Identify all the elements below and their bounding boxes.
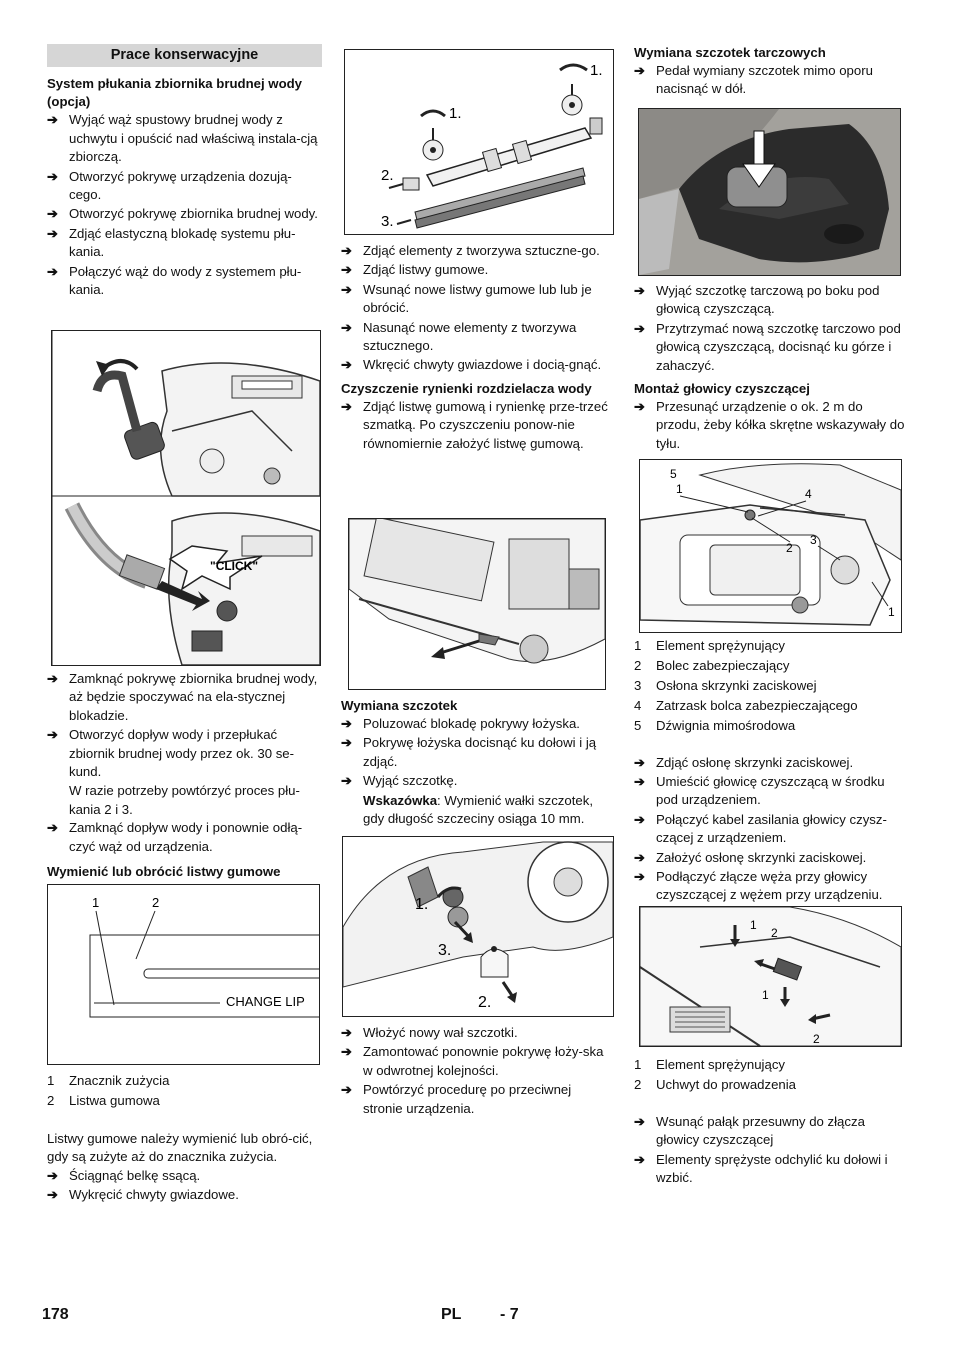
mount-steps: [634, 398, 907, 453]
mount-steps-2: [634, 754, 907, 905]
step: ➔ Otworzyć pokrywę zbiornika brudnej wody.: [47, 205, 322, 223]
brush-steps: [341, 715, 613, 791]
step: ➔ Zdjąć elastyczną blokadę systemu płu-kania.: [47, 225, 322, 262]
heading-rubber-lips: Wymienić lub obrócić listwy gumowe: [47, 864, 281, 880]
legend-item: 1 Element sprężynujący: [634, 638, 786, 653]
language-code: PL: [441, 1306, 462, 1323]
step: ➔ Wykręcić chwyty gwiazdowe.: [47, 1186, 322, 1204]
click-label: "CLICK": [210, 559, 259, 573]
legend-item: 2 Listwa gumowa: [47, 1092, 160, 1108]
heading-gutter: Czyszczenie rynienki rozdzielacza wody: [341, 380, 592, 396]
step: ➔ Przesunąć urządzenie o ok. 2 m do przodu, żeby kółka skrętne wskazywały do tyłu.: [634, 398, 907, 453]
fig1-label-b: 1.: [449, 105, 462, 122]
figure-brush-cover: [342, 836, 614, 1017]
step: ➔ Połączyć wąż do wody z systemem płu-kania.: [47, 263, 322, 300]
lip-paragraph: Listwy gumowe należy wymienić lub obró-cić, gdy są zużyte aż do znacznika zużycia.: [47, 1130, 313, 1165]
section-title: Prace konserwacyjne: [47, 44, 322, 67]
step: ➔ Zdjąć listwę gumową i rynienkę prze-trzeć szmatką. Po czyszczeniu ponow-nie równomiernie założyć listwę gumową.: [341, 398, 613, 453]
final-steps: [634, 1113, 907, 1188]
step: ➔ Zdjąć elementy z tworzywa sztuczne-go.: [341, 242, 613, 260]
step: ➔ Poluzować blokadę pokrywy łożyska.: [341, 715, 613, 733]
page-number: 178: [42, 1306, 69, 1323]
fig1-label-c: 2.: [381, 167, 394, 184]
heading-flush-system: System płukania zbiornika brudnej wody (opcja): [47, 76, 303, 110]
step: ➔ Zdjąć listwy gumowe.: [341, 261, 613, 279]
legend-item: 2 Bolec zabezpieczający: [634, 657, 790, 673]
lip-label-1: 1: [92, 895, 100, 910]
disc-steps: [634, 62, 907, 99]
fig-guide-label-1a: 1: [750, 918, 757, 932]
guide-legend: [634, 1056, 907, 1094]
column-right: [634, 44, 907, 1186]
step: ➔ Zamknąć pokrywę zbiornika brudnej wody, aż będzie spoczywać na ela-stycznej blokadzie.: [47, 670, 322, 725]
fig-mount-label-1a: 1: [676, 482, 683, 496]
after-flush-steps: [47, 670, 322, 781]
step: ➔ Powtórzyć procedurę po przeciwnej stronie urządzenia.: [341, 1081, 613, 1118]
legend-item: 5 Dźwignia mimośrodowa: [634, 717, 796, 733]
legend-item: 4 Zatrzask bolca zabezpieczającego: [634, 697, 858, 713]
figure-flush-hose: [51, 330, 321, 666]
legend-item: 3 Osłona skrzynki zaciskowej: [634, 677, 817, 693]
step: ➔ Nasunąć nowe elementy z tworzywa sztucznego.: [341, 319, 613, 356]
repeat-note: W razie potrzeby powtórzyć proces płu-kania 2 i 3.: [69, 783, 300, 817]
step: ➔ Elementy sprężyste odchylić ku dołowi i wzbić.: [634, 1151, 907, 1188]
step: ➔ Wyjąć wąż spustowy brudnej wody z uchwytu i opuścić nad właściwą instala-cją zbiorczą.: [47, 111, 322, 166]
lip-label-2: 2: [152, 895, 160, 910]
change-lip-text: CHANGE LIP: [226, 994, 305, 1009]
fig-mount-label-2: 2: [786, 541, 793, 555]
fig1-label-a: 1.: [590, 62, 603, 79]
fig-guide-label-1b: 1: [762, 988, 769, 1002]
step: ➔ Połączyć kabel zasilania głowicy czysz-czącej z urządzeniem.: [634, 811, 907, 848]
gutter-steps: [341, 398, 613, 453]
fig1-label-d: 3.: [381, 213, 394, 230]
page-suffix: - 7: [500, 1306, 519, 1323]
step: ➔ Włożyć nowy wał szczotki.: [341, 1024, 613, 1042]
step: ➔ Umieścić głowicę czyszczącą w środku pod urządzeniem.: [634, 773, 907, 810]
step: ➔ Podłączyć złącze węża przy głowicy czyszczącej z wężem przy urządzeniu.: [634, 868, 907, 905]
heading-disc-brush: Wymiana szczotek tarczowych: [634, 45, 826, 60]
mount-legend: [634, 637, 907, 735]
step: ➔ Zdjąć osłonę skrzynki zaciskowej.: [634, 754, 907, 772]
legend-item: 1 Znacznik zużycia: [47, 1073, 170, 1088]
legend-item: 1 Element sprężynujący: [634, 1057, 786, 1072]
disc-steps-2: [634, 282, 907, 375]
step: ➔ Ściągnąć belkę ssącą.: [47, 1167, 322, 1185]
figure-disc-pedal-photo: [638, 108, 901, 276]
fig-mount-label-1b: 1: [888, 605, 895, 619]
heading-mount-head: Montaż głowicy czyszczącej: [634, 381, 810, 397]
step: ➔ Pokrywę łożyska docisnąć ku dołowi i ją zdjąć.: [341, 734, 613, 771]
fig-guide-label-2a: 2: [771, 926, 778, 940]
flush-steps: [47, 111, 322, 299]
fig3-label-c: 2.: [478, 994, 492, 1011]
fig-mount-label-4: 4: [805, 487, 812, 501]
step: ➔ Otworzyć dopływ wody i przepłukać zbiornik brudnej wody przez ok. 30 se-kund.: [47, 726, 322, 781]
lip-steps: [47, 1167, 322, 1205]
heading-brush-replace: Wymiana szczotek: [341, 698, 458, 713]
brush-steps-2: [341, 1024, 613, 1118]
step: ➔ Przytrzymać nową szczotkę tarczowo pod głowicą czyszczącą, docisnąć ku górze i zahaczyć.: [634, 320, 907, 375]
step: ➔ Wsunąć pałąk przesuwny do złącza głowicy czyszczącej: [634, 1113, 907, 1150]
figure-mount-head: [639, 459, 902, 633]
step: ➔ Otworzyć pokrywę urządzenia dozują-cego.: [47, 168, 322, 205]
fig3-label-b: 3.: [438, 942, 452, 959]
figure-gutter: [348, 518, 606, 690]
step: ➔ Wsunąć nowe listwy gumowe lub lub je obrócić.: [341, 281, 613, 318]
step: ➔ Założyć osłonę skrzynki zaciskowej.: [634, 849, 907, 867]
lip-legend: [47, 1072, 322, 1110]
column-left: [47, 44, 322, 1203]
step: ➔ Wyjąć szczotkę tarczową po boku pod głowicą czyszczącą.: [634, 282, 907, 319]
figure-squeegee-exploded: [344, 49, 614, 235]
fig-guide-label-2b: 2: [813, 1032, 820, 1046]
step: ➔ Wyjąć szczotkę.: [341, 772, 613, 790]
brush-note: Wskazówka: Wymienić wałki szczotek, gdy długość szczeciny osiąga 10 mm.: [363, 792, 593, 827]
squeegee-steps: [341, 242, 613, 375]
fig-mount-label-5: 5: [670, 467, 677, 481]
step: ➔ Zamontować ponownie pokrywę łoży-ska w odwrotnej kolejności.: [341, 1043, 613, 1080]
figure-change-lip: [47, 884, 320, 1065]
figure-guide-holder: [639, 906, 902, 1047]
after-flush-steps-2: [47, 819, 322, 856]
step: ➔ Wkręcić chwyty gwiazdowe i docią-gnąć.: [341, 356, 613, 374]
step: ➔ Pedał wymiany szczotek mimo oporu nacisnąć w dół.: [634, 62, 907, 99]
fig3-label-a: 1.: [415, 896, 429, 913]
fig-mount-label-3: 3: [810, 533, 817, 547]
step: ➔ Zamknąć dopływ wody i ponownie odłą-czyć wąż od urządzenia.: [47, 819, 322, 856]
legend-item: 2 Uchwyt do prowadzenia: [634, 1076, 797, 1092]
